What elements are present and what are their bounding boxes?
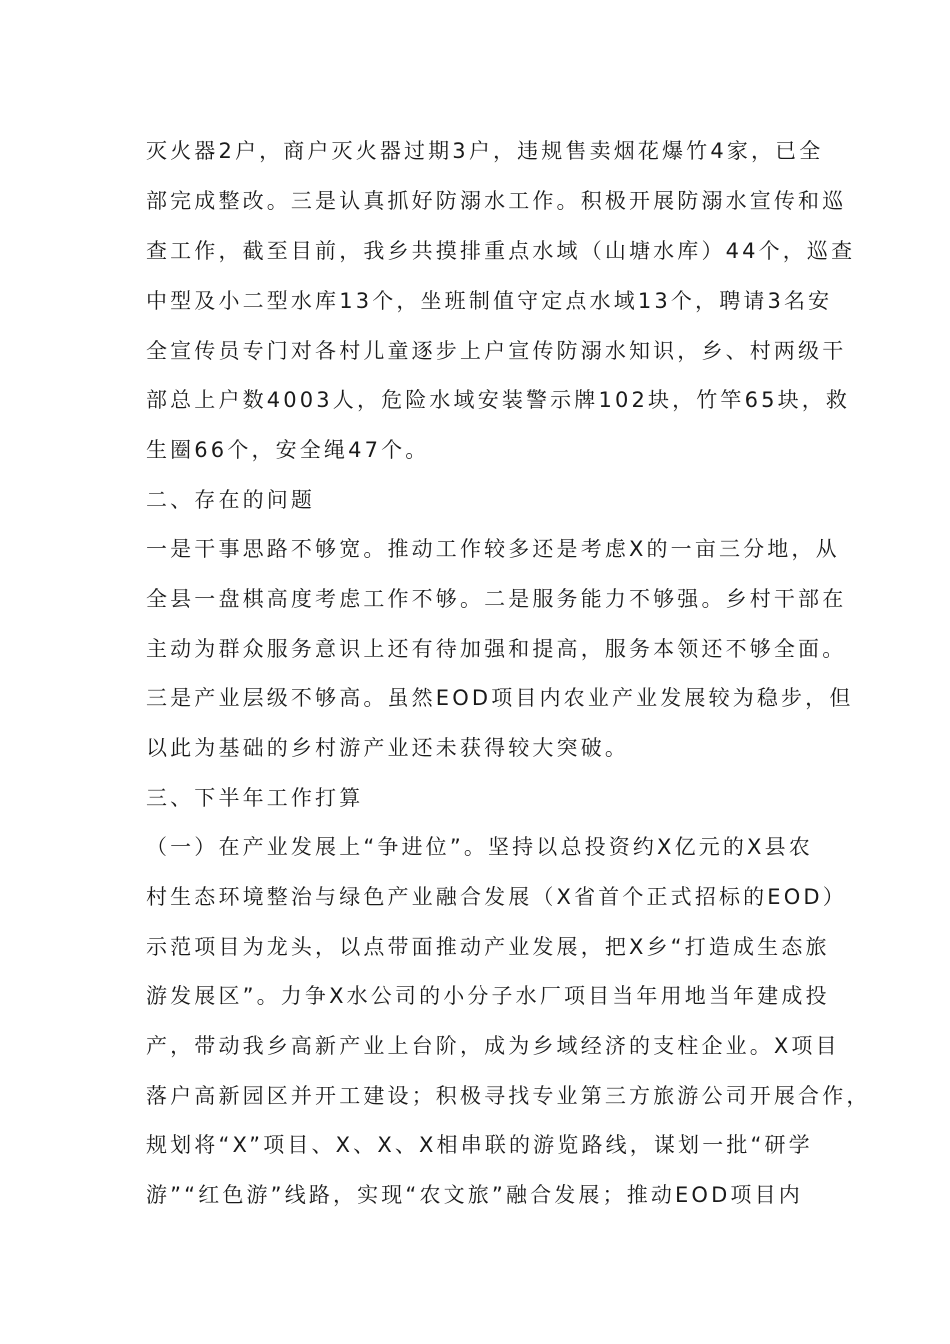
text-line: 生圈66个，安全绳47个。 [146, 438, 430, 462]
text-line: 示范项目为龙头，以点带面推动产业发展，把X乡“打造成生态旅 [146, 935, 830, 959]
text-line: （一）在产业发展上“争进位”。坚持以总投资约X亿元的X县农 [146, 835, 813, 859]
text-line: 落户高新园区并开工建设；积极寻找专业第三方旅游公司开展合作， [146, 1084, 871, 1108]
text-line: 游发展区”。力争X水公司的小分子水厂项目当年用地当年建成投 [146, 984, 830, 1008]
text-line: 规划将“X”项目、X、X、X相串联的游览路线，谋划一批“研学 [146, 1133, 813, 1157]
text-line: 部总上户数4003人，危险水域安装警示牌102块，竹竿65块，救 [146, 388, 851, 412]
section-heading: 三、下半年工作打算 [146, 786, 364, 810]
text-line: 产，带动我乡高新产业上台阶，成为乡域经济的支柱企业。X项目 [146, 1034, 840, 1058]
text-line: 村生态环境整治与绿色产业融合发展（X省首个正式招标的EOD） [146, 885, 847, 909]
text-line: 部完成整改。三是认真抓好防溺水工作。积极开展防溺水宣传和巡 [146, 189, 847, 213]
text-line: 查工作，截至目前，我乡共摸排重点水域（山塘水库）44个，巡查 [146, 239, 856, 263]
text-line: 三是产业层级不够高。虽然EOD项目内农业产业发展较为稳步，但 [146, 686, 854, 710]
text-line: 全宣传员专门对各村儿童逐步上户宣传防溺水知识，乡、村两级干 [146, 339, 847, 363]
text-line: 一是干事思路不够宽。推动工作较多还是考虑X的一亩三分地，从 [146, 537, 840, 561]
text-line: 游”“红色游”线路，实现“农文旅”融合发展；推动EOD项目内 [146, 1183, 803, 1207]
text-line: 中型及小二型水库13个，坐班制值守定点水域13个，聘请3名安 [146, 289, 833, 313]
text-line: 以此为基础的乡村游产业还未获得较大突破。 [146, 736, 629, 760]
text-line: 主动为群众服务意识上还有待加强和提高，服务本领还不够全面。 [146, 637, 847, 661]
section-heading: 二、存在的问题 [146, 488, 316, 512]
text-line: 全县一盘棋高度考虑工作不够。二是服务能力不够强。乡村干部在 [146, 587, 847, 611]
text-line: 灭火器2户，商户灭火器过期3户，违规售卖烟花爆竹4家，已全 [146, 139, 824, 163]
